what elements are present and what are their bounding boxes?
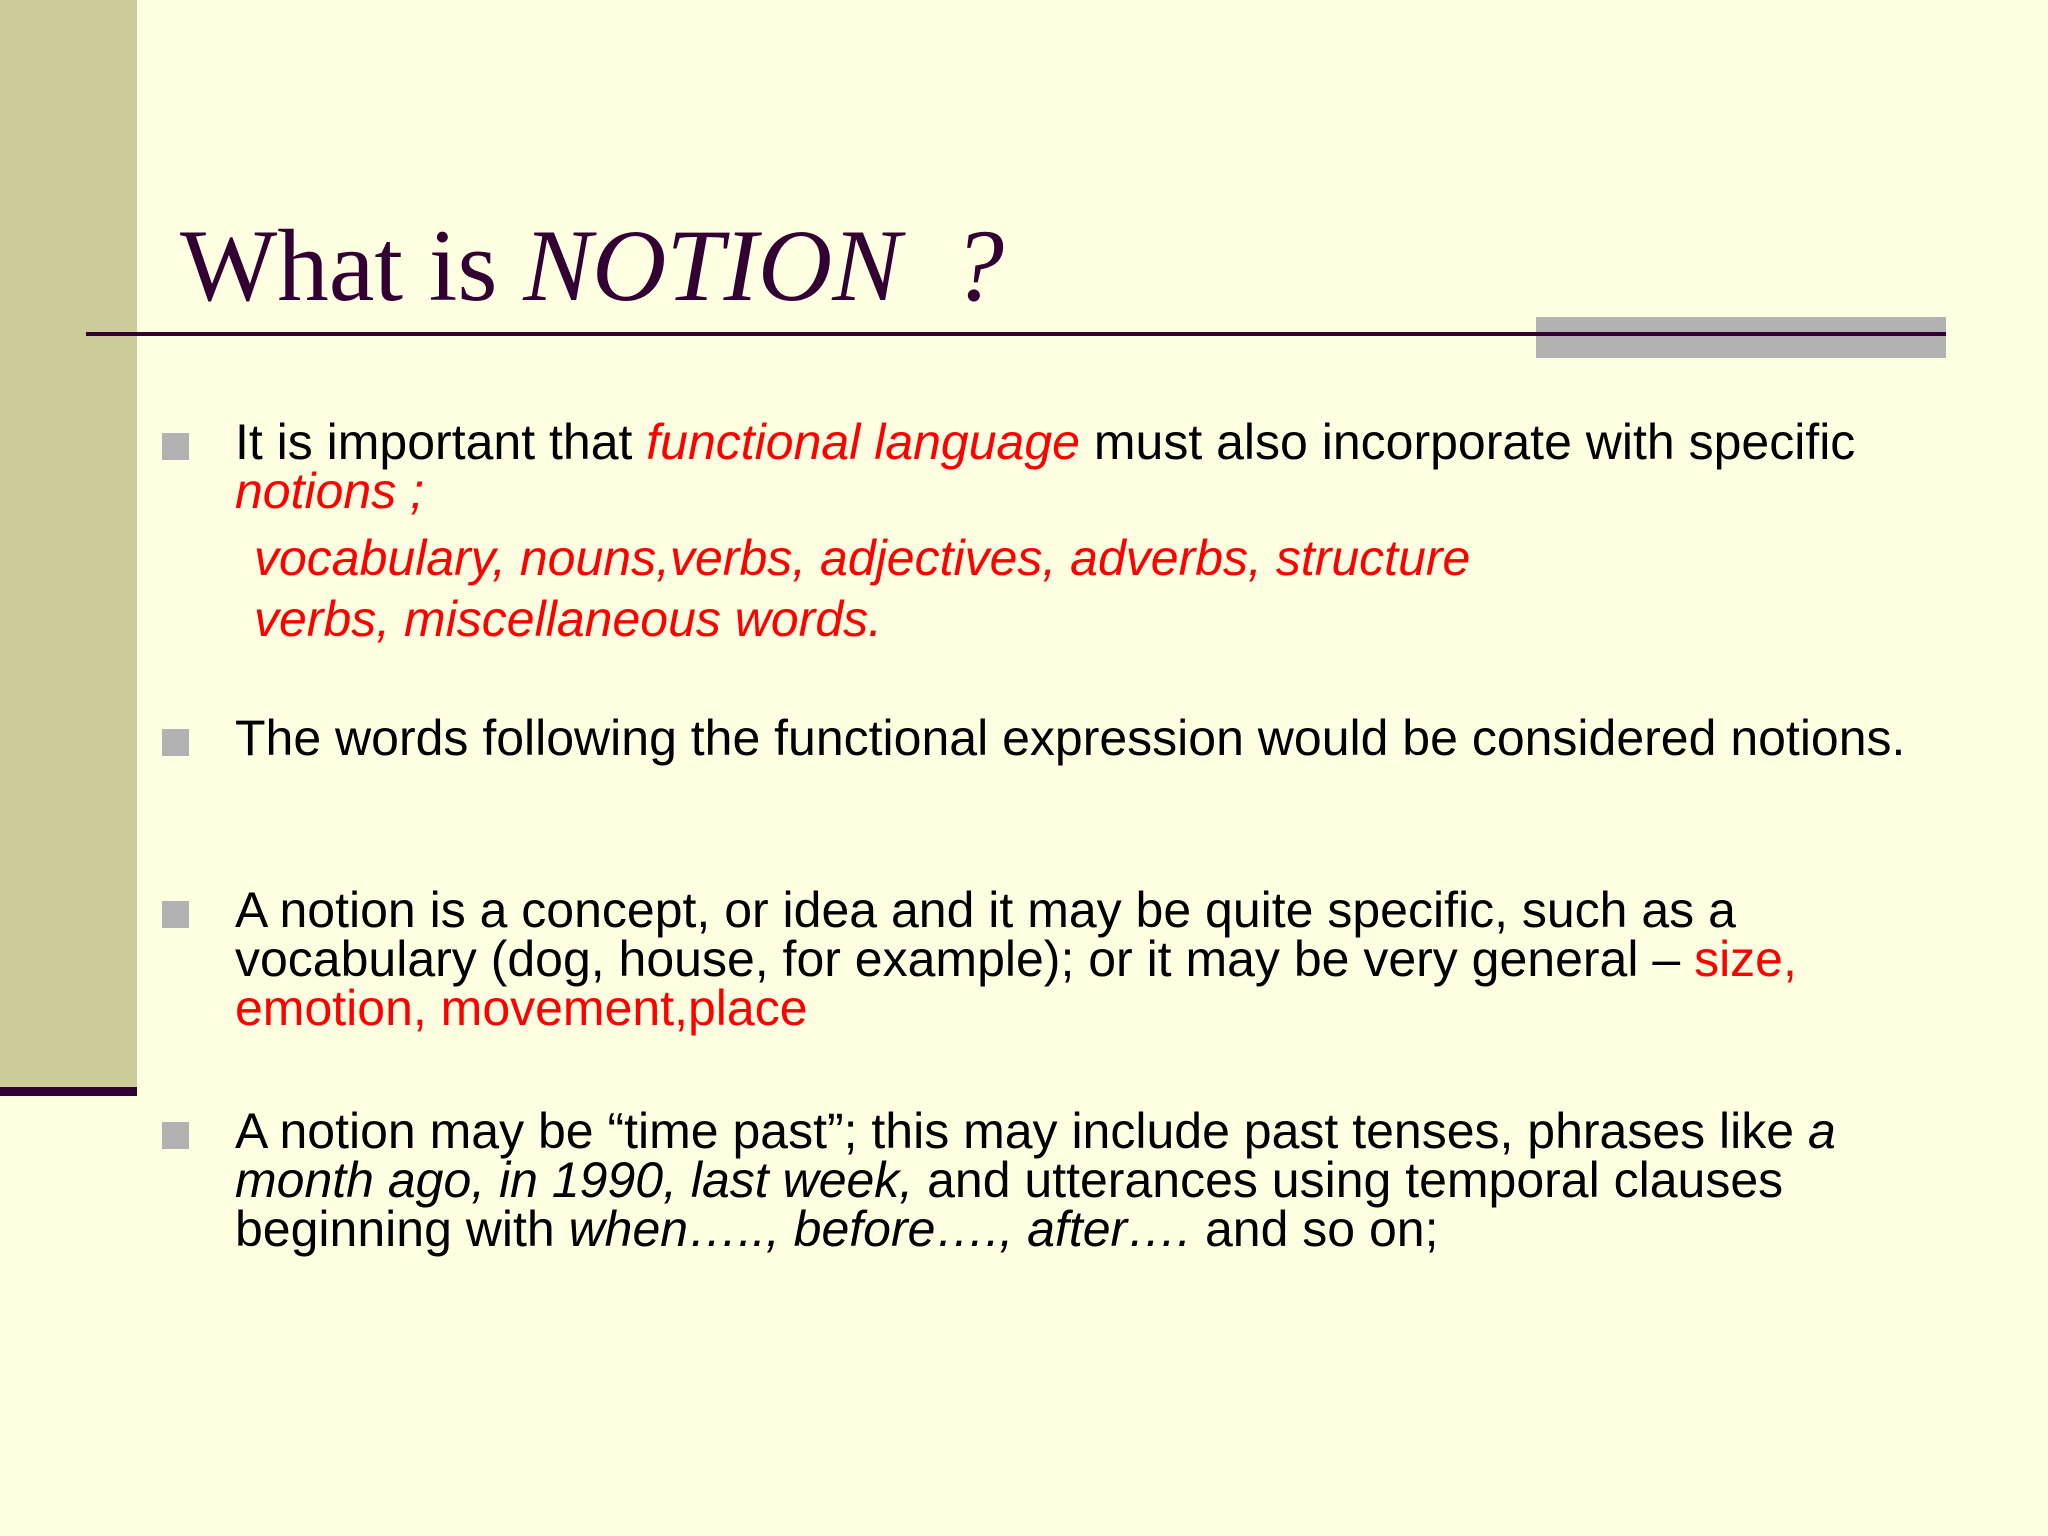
bullet-text: and utterances using temporal clauses beginning with [235,1152,1784,1257]
sidebar-rule [0,1087,137,1096]
sidebar-bar [0,0,137,1087]
title-accent-line [1536,332,1946,336]
bullet-text: A notion may be “time past”; this may include past tenses, phrases like [235,1103,1808,1159]
bullet-italic: a month ago, in 1990, last week, [235,1103,1836,1208]
bullet-emphasis: notions ; [235,463,425,519]
square-bullet-icon [162,729,189,756]
square-bullet-icon [162,1122,189,1149]
bullet-emphasis: size, emotion, movement,place [235,931,1797,1036]
bullet-text: must also incorporate with specific [1079,414,1856,470]
bullet-emphasis: functional language [646,414,1080,470]
title-accent-block [1536,317,1946,358]
bullet-item [235,710,1915,766]
bullet-italic: when….., before…., after…. [568,1201,1192,1257]
bullet-sub-line: vocabulary, nouns,verbs, adjectives, adverbs, structure [254,530,1471,586]
title-emphasis: NOTION ? [523,209,1005,323]
bullet-text: The words following the functional expression would be considered notions. [235,710,1906,766]
slide-title [180,210,1004,323]
square-bullet-icon [162,433,189,460]
bullet-item [235,1103,1915,1257]
bullet-item [235,414,1915,650]
bullet-text: A notion is a concept, or idea and it may be quite specific, such as a vocabulary (dog, house, for example); or it may be very general – [235,882,1736,987]
bullet-text: and so on; [1191,1201,1439,1257]
bullet-sub-line: verbs, miscellaneous words. [254,591,883,647]
bullet-text: It is important that [235,414,647,470]
title-prefix: What is [180,209,524,323]
square-bullet-icon [162,901,189,928]
bullet-item [235,882,1915,1036]
